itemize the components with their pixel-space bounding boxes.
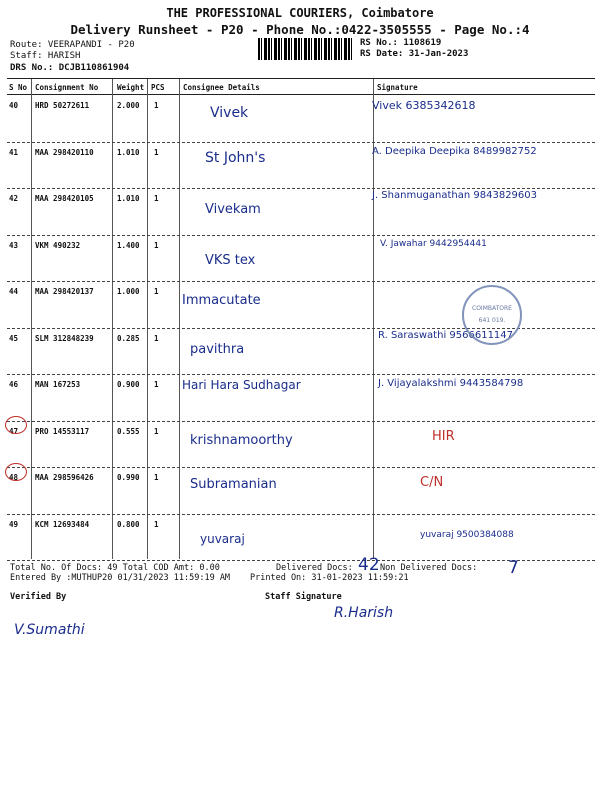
table-header [7, 79, 595, 95]
cell-sno: 48 [9, 473, 19, 482]
consignee-name: St John's [205, 149, 266, 166]
signature: Vivek 6385342618 [372, 99, 476, 112]
delivered-label: Delivered Docs: [276, 563, 353, 573]
verified-by-label: Verified By [10, 592, 67, 602]
cell-sno: 41 [9, 147, 19, 157]
total-docs: Total No. Of Docs: 49 Total COD Amt: 0.00 [10, 563, 220, 573]
cell-pcs: 1 [154, 287, 159, 296]
col-weight: Weight [117, 83, 145, 92]
col-consignment: Consignment No [35, 83, 99, 92]
runsheet-title: Delivery Runsheet - P20 - Phone No.:0422-3505555 - Page No.:4 [70, 22, 530, 37]
cell-sno: 42 [9, 194, 19, 203]
cell-sno: 44 [9, 287, 19, 296]
table-row [7, 95, 595, 143]
signature: J. Shanmuganathan 9843829603 [372, 190, 538, 201]
company-stamp: COIMBATORE 641 019. [462, 285, 522, 345]
signature: R. Saraswathi 9566611147 [378, 329, 514, 341]
consignee-name: pavithra [190, 341, 245, 357]
cell-pcs: 1 [154, 240, 159, 250]
consignee-name: Vivekam [205, 202, 261, 217]
cell-cno: MAA 298420110 [35, 147, 94, 157]
cell-cno: SLM 312848239 [35, 333, 94, 343]
red-circle-mark [5, 416, 27, 434]
cell-pcs: 1 [154, 380, 159, 389]
signature: V. Jawahar 9442954441 [380, 238, 487, 249]
table-row [7, 374, 595, 422]
rs-number: RS No.: 1108619 [360, 38, 442, 48]
cell-weight: 0.990 [117, 473, 140, 482]
cell-pcs: 1 [154, 101, 159, 110]
signature: C/N [420, 475, 444, 490]
col-signature: Signature [377, 83, 418, 92]
drs-number: DRS No.: DCJB110861904 [10, 63, 130, 73]
table-row [7, 421, 595, 469]
cell-cno: MAN 167253 [35, 380, 81, 389]
cell-pcs: 1 [154, 426, 159, 436]
consignee-name: yuvaraj [200, 531, 245, 546]
staff-signature-label: Staff Signature [265, 592, 342, 602]
consignee-name: krishnamoorthy [190, 432, 293, 448]
col-consignee: Consignee Details [183, 83, 260, 92]
cell-sno: 45 [9, 333, 19, 343]
cell-sno: 46 [9, 380, 19, 389]
cell-cno: KCM 12693484 [35, 519, 90, 529]
table-row [7, 142, 595, 190]
consignee-name: Subramanian [190, 477, 277, 492]
cell-cno: PRO 14553117 [35, 426, 90, 436]
col-pcs: PCS [151, 83, 165, 92]
barcode [258, 38, 354, 60]
cell-sno: 49 [9, 519, 19, 529]
cell-weight: 1.010 [117, 147, 140, 157]
cell-pcs: 1 [154, 333, 159, 343]
cell-sno: 47 [9, 426, 19, 436]
cell-cno: VKM 490232 [35, 240, 81, 250]
cell-pcs: 1 [154, 473, 159, 482]
table-row [7, 188, 595, 236]
cell-pcs: 1 [154, 194, 159, 203]
red-circle-mark [5, 463, 27, 481]
table-row [7, 467, 595, 515]
company-name: THE PROFESSIONAL COURIERS, Coimbatore [166, 6, 434, 20]
signature: A. Deepika Deepika 8489982752 [372, 145, 537, 157]
cell-pcs: 1 [154, 147, 159, 157]
table-row [7, 514, 595, 562]
staff-signature: R.Harish [334, 605, 394, 621]
col-sno: S No [9, 83, 28, 92]
cell-sno: 40 [9, 101, 19, 110]
cell-cno: HRD 50272611 [35, 101, 90, 110]
non-delivered-count: 7 [508, 558, 519, 578]
cell-weight: 1.000 [117, 287, 140, 296]
non-delivered-label: Non Delivered Docs: [380, 563, 478, 573]
consignee-name: Hari Hara Sudhagar [182, 378, 301, 392]
table-row [7, 235, 595, 283]
cell-sno: 43 [9, 240, 19, 250]
signature: HIR [432, 428, 455, 444]
cell-cno: MAA 298420105 [35, 194, 94, 203]
route-label: Route: VEERAPANDI - P20 [10, 40, 135, 50]
signature: yuvaraj 9500384088 [420, 529, 514, 540]
cell-weight: 0.800 [117, 519, 140, 529]
cell-weight: 2.000 [117, 101, 140, 110]
entered-by: Entered By :MUTHUP20 01/31/2023 11:59:19 AM [10, 573, 231, 583]
cell-pcs: 1 [154, 519, 159, 529]
consignee-name: Immacutate [182, 293, 261, 308]
signature: J. Vijayalakshmi 9443584798 [378, 378, 524, 389]
cell-weight: 1.400 [117, 240, 140, 250]
consignee-name: Vivek [210, 105, 249, 121]
printed-on: Printed On: 31-01-2023 11:59:21 [250, 573, 409, 583]
verified-signature: V.Sumathi [14, 622, 85, 638]
cell-weight: 0.900 [117, 380, 140, 389]
cell-weight: 0.285 [117, 333, 140, 343]
cell-cno: MAA 298596426 [35, 473, 94, 482]
delivered-count: 42 [358, 555, 380, 575]
cell-cno: MAA 298420137 [35, 287, 94, 296]
cell-weight: 0.555 [117, 426, 140, 436]
cell-weight: 1.010 [117, 194, 140, 203]
staff-label: Staff: HARISH [10, 51, 81, 61]
rs-date: RS Date: 31-Jan-2023 [360, 49, 469, 59]
consignee-name: VKS tex [205, 252, 256, 268]
